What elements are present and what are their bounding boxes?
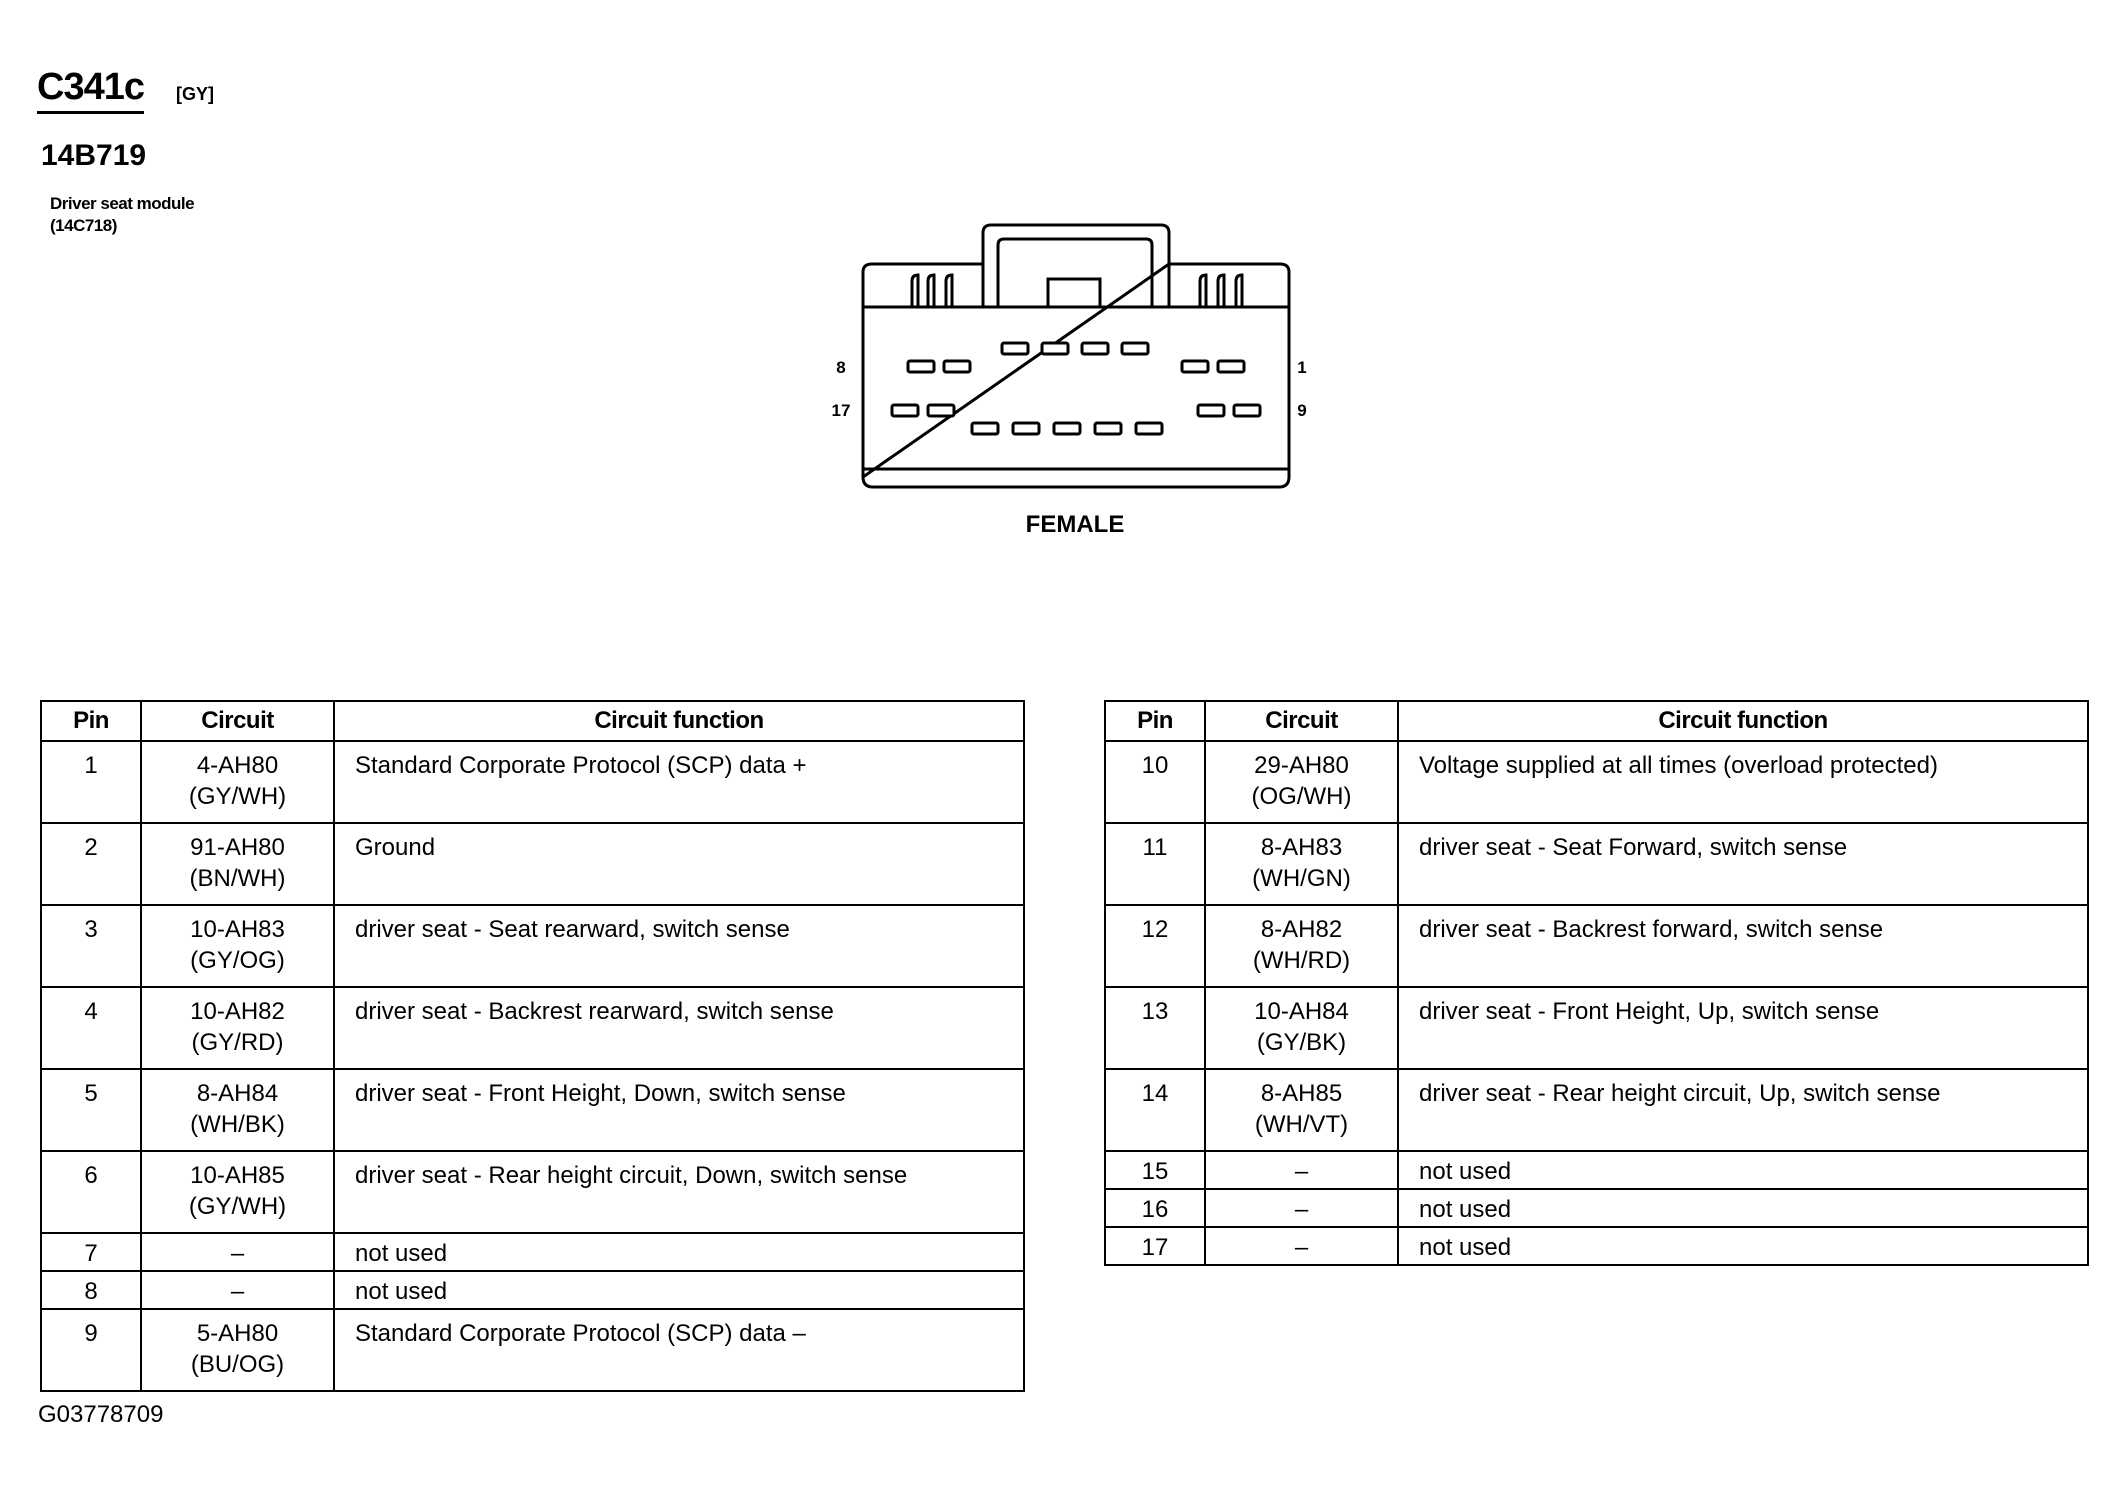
circuit-cell [1205, 1069, 1398, 1151]
left-lock-rib [912, 275, 918, 307]
wire-color: (WH/BK) [190, 1111, 285, 1138]
table-header-row [1105, 701, 2088, 741]
table-row [41, 1309, 1024, 1391]
pin-number: 14 [1105, 1069, 1205, 1151]
circuit-function: driver seat - Seat Forward, switch sense [1398, 823, 2088, 905]
circuit-function: not used [334, 1233, 1024, 1271]
wire-color: (WH/GN) [1252, 865, 1351, 892]
right-lock-rib [1200, 275, 1206, 307]
circuit-function: driver seat - Backrest rearward, switch sense [334, 987, 1024, 1069]
circuit-number: 8-AH84 [196, 1080, 279, 1107]
circuit-cell [1205, 1151, 1398, 1189]
pin-number: 6 [41, 1151, 141, 1233]
figure-id: G03778709 [38, 1401, 164, 1428]
connector-id: C341c [37, 66, 144, 114]
pin-socket [1218, 361, 1244, 372]
circuit-number: 4-AH80 [196, 752, 279, 779]
circuit-cell [141, 741, 334, 823]
pin-label-top-right: 1 [1297, 358, 1307, 377]
table-row [41, 905, 1024, 987]
pin-number: 16 [1105, 1189, 1205, 1227]
circuit-cell [141, 1151, 334, 1233]
circuit-number: – [1294, 1234, 1309, 1261]
wire-color: (GY/WH) [188, 1193, 287, 1220]
component-name: Driver seat module [50, 194, 195, 213]
right-lock-rib [1236, 275, 1242, 307]
circuit-cell [141, 1309, 334, 1391]
circuit-header: Circuit [141, 701, 334, 741]
circuit-cell [141, 987, 334, 1069]
component-part-number: (14C718) [50, 216, 117, 235]
wire-color: (WH/RD) [1252, 947, 1351, 974]
wire-color: (GY/RD) [191, 1029, 284, 1056]
pin-number: 11 [1105, 823, 1205, 905]
pin-socket [1136, 423, 1162, 434]
pin-number: 1 [41, 741, 141, 823]
circuit-number: – [1294, 1196, 1309, 1223]
circuit-cell [1205, 823, 1398, 905]
circuit-cell [1205, 1189, 1398, 1227]
pin-socket [1013, 423, 1039, 434]
part-number: 14B719 [41, 139, 147, 172]
circuit-cell [1205, 1227, 1398, 1265]
circuit-function: not used [1398, 1151, 2088, 1189]
table-row [41, 741, 1024, 823]
pin-number: 4 [41, 987, 141, 1069]
connector-latch-tab [1048, 279, 1100, 307]
circuit-number: – [230, 1278, 245, 1305]
circuit-function: driver seat - Backrest forward, switch sense [1398, 905, 2088, 987]
wire-color: (BN/WH) [189, 865, 286, 892]
circuit-number: 91-AH80 [190, 834, 285, 861]
pin-socket [1095, 423, 1121, 434]
circuit-function: not used [1398, 1227, 2088, 1265]
wire-color: (GY/OG) [190, 947, 285, 974]
table-row [41, 1151, 1024, 1233]
pin-socket [1182, 361, 1208, 372]
pin-socket [1054, 423, 1080, 434]
pin-socket [1082, 343, 1108, 354]
wire-color: (OG/WH) [1251, 783, 1352, 810]
pin-number: 9 [41, 1309, 141, 1391]
pin-number: 17 [1105, 1227, 1205, 1265]
pin-number: 15 [1105, 1151, 1205, 1189]
table-row [41, 1069, 1024, 1151]
pinout-table-left [40, 700, 1025, 1392]
pin-number: 3 [41, 905, 141, 987]
pin-number: 12 [1105, 905, 1205, 987]
wire-color: (BU/OG) [190, 1351, 285, 1378]
circuit-function: driver seat - Rear height circuit, Up, switch sense [1398, 1069, 2088, 1151]
pin-header: Pin [1105, 701, 1205, 741]
circuit-function: Ground [334, 823, 1024, 905]
circuit-number: 10-AH83 [190, 916, 285, 943]
connector-face-diagram [820, 215, 1340, 500]
table-row [1105, 987, 2088, 1069]
circuit-function-header: Circuit function [1398, 701, 2088, 741]
circuit-number: 8-AH83 [1260, 834, 1343, 861]
circuit-function: not used [334, 1271, 1024, 1309]
connector-view-label: FEMALE [1025, 511, 1125, 538]
pin-label-bottom-left: 17 [831, 401, 851, 420]
circuit-function: Standard Corporate Protocol (SCP) data + [334, 741, 1024, 823]
pin-socket [908, 361, 934, 372]
circuit-cell [1205, 905, 1398, 987]
right-lock-rib [1218, 275, 1224, 307]
circuit-function: driver seat - Front Height, Down, switch sense [334, 1069, 1024, 1151]
circuit-number: 8-AH85 [1260, 1080, 1343, 1107]
pin-number: 5 [41, 1069, 141, 1151]
pin-socket [1002, 343, 1028, 354]
component-description [50, 193, 194, 237]
table-row [1105, 1151, 2088, 1189]
table-row [1105, 1189, 2088, 1227]
pin-label-top-left: 8 [836, 358, 846, 377]
table-row [1105, 905, 2088, 987]
wire-color: (GY/BK) [1256, 1029, 1347, 1056]
circuit-cell [1205, 987, 1398, 1069]
circuit-function-header: Circuit function [334, 701, 1024, 741]
circuit-cell [141, 1271, 334, 1309]
pin-number: 10 [1105, 741, 1205, 823]
pin-socket [944, 361, 970, 372]
circuit-function: driver seat - Front Height, Up, switch sense [1398, 987, 2088, 1069]
pin-socket [1042, 343, 1068, 354]
connector-color: [GY] [176, 84, 214, 104]
wire-color: (WH/VT) [1254, 1111, 1349, 1138]
circuit-function: Voltage supplied at all times (overload protected) [1398, 741, 2088, 823]
pinout-table-right [1104, 700, 2089, 1266]
pin-label-bottom-right: 9 [1297, 401, 1307, 420]
table-row [1105, 1227, 2088, 1265]
wire-color: (GY/WH) [188, 783, 287, 810]
pin-socket [1122, 343, 1148, 354]
pin-number: 7 [41, 1233, 141, 1271]
circuit-cell [141, 905, 334, 987]
pin-socket [1234, 405, 1260, 416]
circuit-number: 29-AH80 [1254, 752, 1349, 779]
table-row [41, 1271, 1024, 1309]
circuit-function: driver seat - Rear height circuit, Down, switch sense [334, 1151, 1024, 1233]
circuit-header: Circuit [1205, 701, 1398, 741]
circuit-number: – [230, 1240, 245, 1267]
circuit-function: not used [1398, 1189, 2088, 1227]
circuit-number: 8-AH82 [1260, 916, 1343, 943]
circuit-cell [141, 1069, 334, 1151]
circuit-function: driver seat - Seat rearward, switch sense [334, 905, 1024, 987]
pin-socket [1198, 405, 1224, 416]
pin-socket [892, 405, 918, 416]
left-lock-rib [928, 275, 934, 307]
connector-latch-inner [998, 239, 1152, 307]
pin-socket [972, 423, 998, 434]
table-row [41, 1233, 1024, 1271]
circuit-number: 10-AH85 [190, 1162, 285, 1189]
connector-latch [983, 225, 1169, 307]
table-row [1105, 823, 2088, 905]
circuit-number: 10-AH82 [190, 998, 285, 1025]
circuit-cell [1205, 741, 1398, 823]
circuit-cell [141, 823, 334, 905]
pin-number: 8 [41, 1271, 141, 1309]
table-row [41, 987, 1024, 1069]
pin-header: Pin [41, 701, 141, 741]
pin-number: 2 [41, 823, 141, 905]
table-header-row [41, 701, 1024, 741]
circuit-number: 10-AH84 [1254, 998, 1349, 1025]
circuit-cell [141, 1233, 334, 1271]
circuit-number: – [1294, 1158, 1309, 1185]
pin-socket [928, 405, 954, 416]
left-lock-rib [946, 275, 952, 307]
table-row [1105, 741, 2088, 823]
circuit-number: 5-AH80 [196, 1320, 279, 1347]
table-row [41, 823, 1024, 905]
pin-number: 13 [1105, 987, 1205, 1069]
table-row [1105, 1069, 2088, 1151]
circuit-function: Standard Corporate Protocol (SCP) data – [334, 1309, 1024, 1391]
